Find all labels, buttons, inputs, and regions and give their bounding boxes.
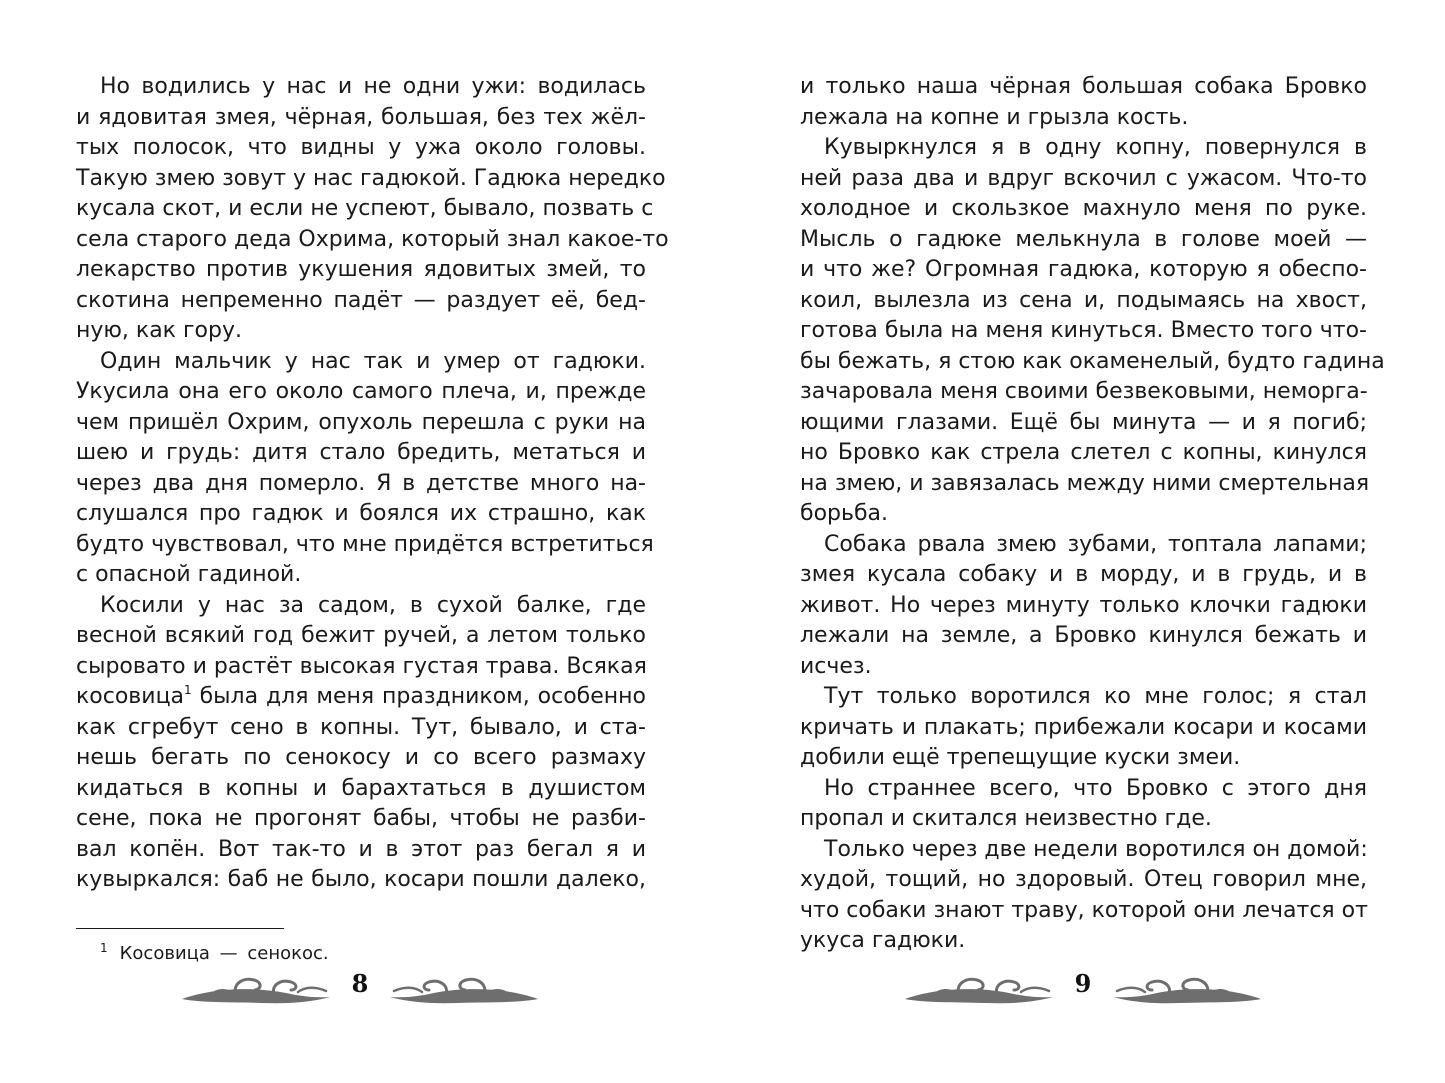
text-line: вал копён. Вот так-то и в этот раз бегал я и xyxy=(76,836,646,862)
text-line: лежала на копне и грызла кость. xyxy=(800,104,1189,130)
text-line: змея кусала собаку и в морду, и в грудь, и в xyxy=(800,562,1367,587)
text-line: тых полосок, что видны у ужа около головы. xyxy=(76,135,646,160)
text-line: с опасной гадиной. xyxy=(76,562,302,587)
text-line: шею и грудь: дитя стало бредить, метаться и xyxy=(76,440,646,465)
text-line: Укусила она его около самого плеча, и, прежде xyxy=(76,379,646,404)
text-line: но Бровко как стрела слетел с копны, кинулся xyxy=(800,440,1367,465)
text-line: зачаровала меня своими безвековыми, неморга- xyxy=(800,379,1368,404)
footnote-divider xyxy=(76,928,284,929)
text-line: кричать и плакать; прибежали косари и косами xyxy=(800,714,1367,740)
text-line: живот. Но через минуту только клочки гадюки xyxy=(800,592,1367,618)
footnote-reference-mark[interactable]: 1 xyxy=(184,683,192,697)
text-line: ней раза два и вдруг вскочил с ужасом. Что-то xyxy=(800,165,1367,191)
text-line: Но водились у нас и не одни ужи: водилась xyxy=(100,74,646,99)
text-line: исчез. xyxy=(800,653,872,679)
text-line: кусала скот, и если не успеют, бывало, позвать с xyxy=(76,196,654,221)
text-line: через два дня померло. Я в детстве много на- xyxy=(76,470,646,496)
text-line: ную, как гору. xyxy=(76,318,242,343)
text-line: Тут только воротился ко мне голос; я стал xyxy=(824,684,1367,709)
text-line: что собаки знают траву, которой они лечатся от xyxy=(800,897,1368,923)
text-line: как сгребут сено в копны. Тут, бывало, и ста- xyxy=(76,714,646,740)
flourish-ornament-icon xyxy=(1111,975,1263,1005)
text-line: пропал и скитался неизвестно где. xyxy=(800,806,1212,831)
text-line: лекарство против укушения ядовитых змей, то xyxy=(76,257,646,282)
text-line: лежали на земле, а Бровко кинулся бежать и xyxy=(800,623,1367,648)
text-line: Мысль о гадюке мелькнула в голове моей — xyxy=(800,226,1367,252)
text-line: Косили у нас за садом, в сухой балке, где xyxy=(100,592,646,618)
text-line: холодное и скользкое махнуло меня по руке. xyxy=(800,196,1367,221)
text-line-rest: была для меня праздником, особенно xyxy=(191,684,646,709)
page-number-footer-right xyxy=(903,965,1263,1009)
text-line: и что же? Огромная гадюка, которую я обеспо- xyxy=(800,257,1367,282)
text-line: Один мальчик у нас так и умер от гадюки. xyxy=(100,348,646,374)
text-line: села старого деда Охрима, который знал какое-то xyxy=(76,226,669,252)
text-line: будто чувствовал, что мне придётся встретиться xyxy=(76,531,654,557)
text-line: худой, тощий, но здоровый. Отец говорил мне, xyxy=(800,867,1367,892)
text-line: и ядовитая змея, чёрная, большая, без тех жёл- xyxy=(76,104,646,130)
footnote-anchor-word: косовица xyxy=(76,684,185,709)
text-line: кувыркался: баб не было, косари пошли далеко, xyxy=(76,867,646,892)
text-line: Собака рвала змею зубами, топтала лапами; xyxy=(824,531,1367,557)
text-line: сыровато и растёт высокая густая трава. Всякая xyxy=(76,653,647,679)
footnote-text: Косовица — сенокос. xyxy=(119,943,329,964)
text-line: бы бежать, я стою как окаменелый, будто гадина xyxy=(800,348,1385,374)
text-line: и только наша чёрная большая собака Бровко xyxy=(800,74,1367,99)
text-line: весной всякий год бежит ручей, а летом только xyxy=(76,623,646,648)
text-line: добили ещё трепещущие куски змеи. xyxy=(800,745,1241,770)
text-line: готова была на меня кинуться. Вместо того что- xyxy=(800,318,1367,343)
page-number: 9 xyxy=(1074,969,1092,998)
footnote xyxy=(100,936,329,966)
left-page-text xyxy=(76,72,669,896)
text-line: ющими глазами. Ещё бы минута — и я погиб; xyxy=(800,409,1367,435)
text-line: борьба. xyxy=(800,501,888,526)
text-line: кидаться в копны и барахтаться в душистом xyxy=(76,775,646,801)
page-number-footer-left xyxy=(180,965,540,1009)
text-line: Но страннее всего, что Бровко с этого дня xyxy=(824,775,1367,801)
text-line: сене, пока не прогонят бабы, чтобы не разби- xyxy=(76,806,646,831)
text-line: чем пришёл Охрим, опухоль перешла с руки на xyxy=(76,409,646,435)
right-page-text xyxy=(800,72,1385,957)
text-line: скотина непременно падёт — раздует её, бед- xyxy=(76,287,646,313)
footnote-number: 1 xyxy=(100,941,108,955)
text-line: Такую змею зовут у нас гадюкой. Гадюка нередко xyxy=(76,165,666,191)
text-line: слушался про гадюк и боялся их страшно, как xyxy=(76,501,646,526)
page-number: 8 xyxy=(351,969,369,998)
text-line: Только через две недели воротился он домой: xyxy=(824,836,1368,862)
text-line: коил, вылезла из сена и, подымаясь на хвост, xyxy=(800,287,1367,313)
text-line: укуса гадюки. xyxy=(800,928,966,953)
flourish-ornament-icon xyxy=(388,975,540,1005)
text-line: на змею, и завязалась между ними смертельная xyxy=(800,470,1370,496)
text-line: Кувыркнулся я в одну копну, повернулся в xyxy=(824,135,1367,160)
text-line-with-footnote xyxy=(76,682,646,713)
text-line: нешь бегать по сенокосу и со всего размаху xyxy=(76,745,646,770)
